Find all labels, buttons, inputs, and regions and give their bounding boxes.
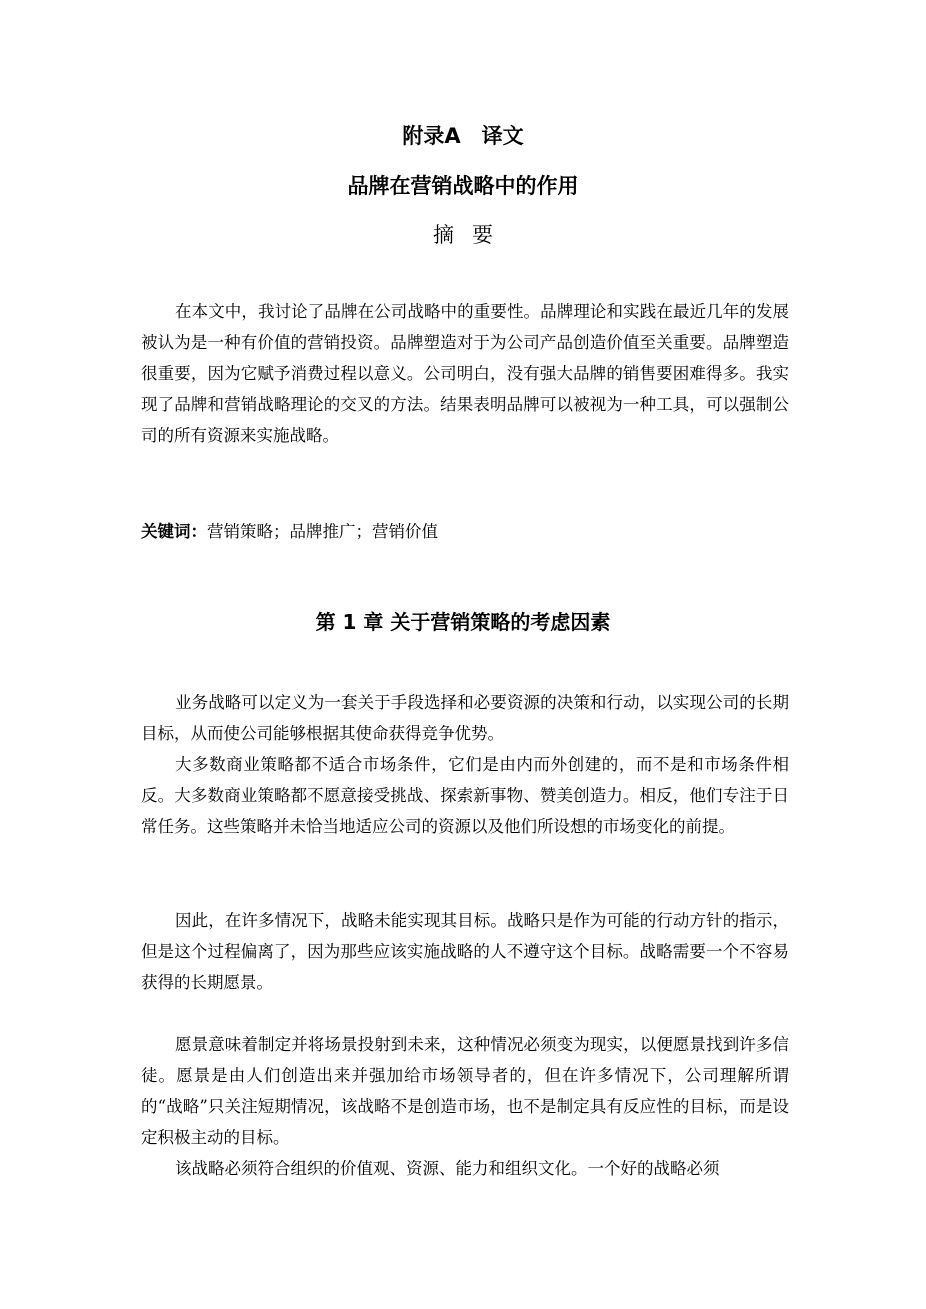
body-paragraph: 大多数商业策略都不适合市场条件，它们是由内而外创建的，而不是和市场条件相反。大多数商业策略都不愿意接受挑战、探索新事物、赞美创造力。相反，他们专注于日常任务。这些策略并未恰当地适应公司的资源以及他们所设想的市场变化的前提。 xyxy=(141,755,789,836)
chapter-title: 第 1 章 关于营销策略的考虑因素 xyxy=(315,610,611,634)
body-paragraph: 因此，在许多情况下，战略未能实现其目标。战略只是作为可能的行动方针的指示，但是这个过程偏离了，因为那些应该实施战略的人不遵守这个目标。战略需要一个不容易获得的长期愿景。 xyxy=(141,911,789,992)
abstract-heading: 摘要 xyxy=(433,223,511,247)
body-paragraph: 愿景意味着制定并将场景投射到未来，这种情况必须变为现实，以便愿景找到许多信徒。愿景是由人们创造出来并强加给市场领导者的，但在许多情况下，公司理解所谓的“战略”只关注短期情况，该战略不是创造市场，也不是制定具有反应性的目标，而是设定积极主动的目标。 xyxy=(141,1035,789,1147)
keywords-text: 营销策略；品牌推广；营销价值 xyxy=(207,522,438,541)
keywords-line xyxy=(141,517,789,547)
abstract-text: 在本文中，我讨论了品牌在公司战略中的重要性。品牌理论和实践在最近几年的发展被认为是一种有价值的营销投资。品牌塑造对于为公司产品创造价值至关重要。品牌塑造很重要，因为它赋予消费过程以意义。公司明白，没有强大品牌的销售要困难得多。我实现了品牌和营销战略理论的交叉的方法。结果表明品牌可以被视为一种工具，可以强制公司的所有资源来实施战略。 xyxy=(141,302,789,445)
appendix-title: 附录A 译文 xyxy=(402,124,524,148)
paper-title: 品牌在营销战略中的作用 xyxy=(347,174,579,198)
body-paragraph: 业务战略可以定义为一套关于手段选择和必要资源的决策和行动，以实现公司的长期目标，从而使公司能够根据其使命获得竞争优势。 xyxy=(141,693,789,743)
keywords-label: 关键词： xyxy=(141,522,207,541)
body-paragraph: 该战略必须符合组织的价值观、资源、能力和组织文化。一个好的战略必须 xyxy=(175,1159,720,1178)
